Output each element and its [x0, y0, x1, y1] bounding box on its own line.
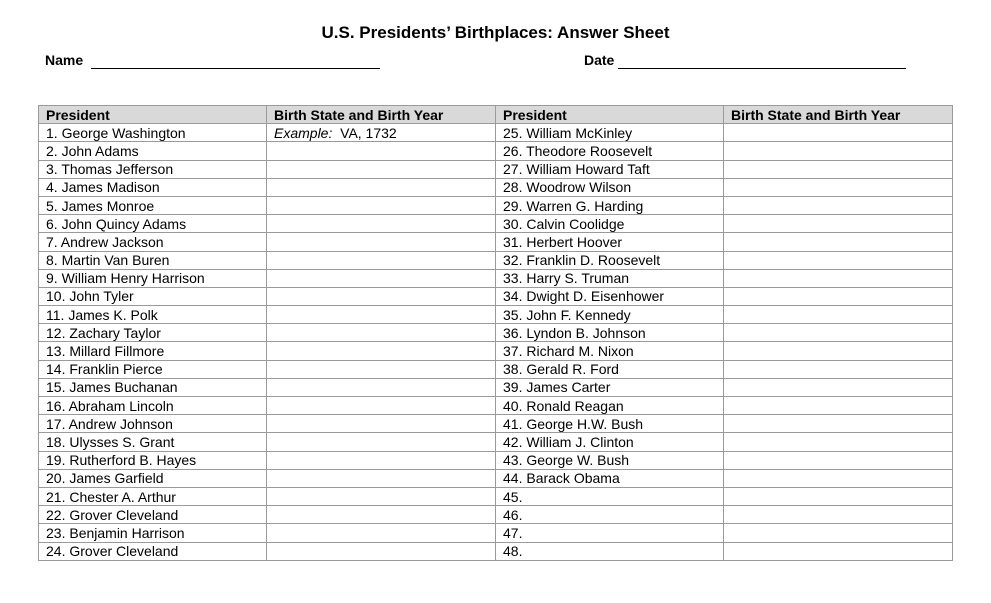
answer-cell[interactable] [267, 506, 496, 524]
table-row [39, 287, 953, 305]
answer-cell[interactable] [267, 178, 496, 196]
table-row [39, 524, 953, 542]
table-row [39, 469, 953, 487]
president-name-cell: 1. George Washington [39, 124, 267, 142]
answer-cell[interactable] [267, 451, 496, 469]
president-name-cell: 31. Herbert Hoover [496, 233, 724, 251]
answer-cell[interactable] [724, 324, 953, 342]
column-header-president: President [496, 106, 724, 124]
page-title: U.S. Presidents’ Birthplaces: Answer Sheet [321, 23, 670, 42]
president-name-cell: 7. Andrew Jackson [39, 233, 267, 251]
answer-cell[interactable] [267, 378, 496, 396]
table-row [39, 378, 953, 396]
answer-cell[interactable] [267, 269, 496, 287]
table-row [39, 306, 953, 324]
answer-cell[interactable] [724, 306, 953, 324]
answer-cell[interactable] [267, 415, 496, 433]
answer-cell[interactable] [724, 524, 953, 542]
table-row [39, 142, 953, 160]
president-name-cell: 44. Barack Obama [496, 469, 724, 487]
president-name-cell: 18. Ulysses S. Grant [39, 433, 267, 451]
answer-cell[interactable] [724, 287, 953, 305]
president-name-cell: 28. Woodrow Wilson [496, 178, 724, 196]
president-name-cell: 30. Calvin Coolidge [496, 215, 724, 233]
table-row [39, 251, 953, 269]
answer-cell[interactable] [267, 124, 496, 142]
answer-cell[interactable] [267, 433, 496, 451]
president-name-cell: 16. Abraham Lincoln [39, 397, 267, 415]
table-row [39, 124, 953, 142]
president-name-cell: 32. Franklin D. Roosevelt [496, 251, 724, 269]
answer-cell[interactable] [267, 542, 496, 560]
president-name-cell: 37. Richard M. Nixon [496, 342, 724, 360]
president-name-cell: 34. Dwight D. Eisenhower [496, 287, 724, 305]
answer-cell[interactable] [724, 360, 953, 378]
date-field[interactable] [618, 68, 906, 69]
president-name-cell: 29. Warren G. Harding [496, 196, 724, 214]
answer-cell[interactable] [267, 142, 496, 160]
answer-cell[interactable] [267, 287, 496, 305]
answer-cell[interactable] [724, 506, 953, 524]
president-name-cell: 26. Theodore Roosevelt [496, 142, 724, 160]
president-name-cell: 19. Rutherford B. Hayes [39, 451, 267, 469]
president-name-cell: 5. James Monroe [39, 196, 267, 214]
answer-cell[interactable] [267, 251, 496, 269]
answer-cell[interactable] [724, 469, 953, 487]
answer-cell[interactable] [267, 397, 496, 415]
answer-cell[interactable] [724, 433, 953, 451]
answer-cell[interactable] [267, 469, 496, 487]
table-row [39, 360, 953, 378]
answer-cell[interactable] [724, 251, 953, 269]
answer-cell[interactable] [267, 233, 496, 251]
answer-cell[interactable] [724, 124, 953, 142]
table-row [39, 215, 953, 233]
answer-cell[interactable] [724, 397, 953, 415]
president-name-cell: 41. George H.W. Bush [496, 415, 724, 433]
president-name-cell: 4. James Madison [39, 178, 267, 196]
answer-cell[interactable] [267, 196, 496, 214]
answer-table [38, 105, 953, 561]
name-field[interactable] [91, 68, 380, 69]
table-row [39, 506, 953, 524]
president-name-cell: 47. [496, 524, 724, 542]
answer-cell[interactable] [724, 378, 953, 396]
answer-cell[interactable] [267, 215, 496, 233]
column-header-birth-state-year: Birth State and Birth Year [724, 106, 953, 124]
president-name-cell: 6. John Quincy Adams [39, 215, 267, 233]
table-row [39, 178, 953, 196]
president-name-cell: 15. James Buchanan [39, 378, 267, 396]
column-header-birth-state-year: Birth State and Birth Year [267, 106, 496, 124]
president-name-cell: 24. Grover Cleveland [39, 542, 267, 560]
answer-cell[interactable] [724, 451, 953, 469]
answer-cell[interactable] [267, 524, 496, 542]
president-name-cell: 17. Andrew Johnson [39, 415, 267, 433]
president-name-cell: 3. Thomas Jefferson [39, 160, 267, 178]
president-name-cell: 9. William Henry Harrison [39, 269, 267, 287]
table-row [39, 324, 953, 342]
president-name-cell: 40. Ronald Reagan [496, 397, 724, 415]
table-row [39, 397, 953, 415]
president-name-cell: 22. Grover Cleveland [39, 506, 267, 524]
president-name-cell: 20. James Garfield [39, 469, 267, 487]
president-name-cell: 2. John Adams [39, 142, 267, 160]
answer-cell[interactable] [724, 233, 953, 251]
answer-cell[interactable] [724, 178, 953, 196]
example-label: Example: [274, 124, 333, 141]
answer-cell[interactable] [267, 160, 496, 178]
table-row [39, 487, 953, 505]
president-name-cell: 39. James Carter [496, 378, 724, 396]
answer-cell[interactable] [724, 415, 953, 433]
table-header-row [39, 106, 953, 124]
name-label: Name [45, 52, 84, 68]
president-name-cell: 48. [496, 542, 724, 560]
table-row [39, 160, 953, 178]
president-name-cell: 42. William J. Clinton [496, 433, 724, 451]
president-name-cell: 11. James K. Polk [39, 306, 267, 324]
answer-cell[interactable] [267, 342, 496, 360]
table-row [39, 542, 953, 560]
answer-cell[interactable] [724, 142, 953, 160]
answer-cell[interactable] [267, 360, 496, 378]
president-name-cell: 36. Lyndon B. Johnson [496, 324, 724, 342]
president-name-cell: 43. George W. Bush [496, 451, 724, 469]
answer-cell[interactable] [724, 542, 953, 560]
table-row [39, 451, 953, 469]
column-header-president: President [39, 106, 267, 124]
president-name-cell: 27. William Howard Taft [496, 160, 724, 178]
president-name-cell: 14. Franklin Pierce [39, 360, 267, 378]
answer-cell[interactable] [267, 324, 496, 342]
president-name-cell: 25. William McKinley [496, 124, 724, 142]
answer-cell[interactable] [724, 215, 953, 233]
president-name-cell: 33. Harry S. Truman [496, 269, 724, 287]
answer-cell[interactable] [724, 487, 953, 505]
president-name-cell: 35. John F. Kennedy [496, 306, 724, 324]
answer-cell[interactable] [724, 160, 953, 178]
date-label: Date [584, 52, 615, 68]
table-row [39, 269, 953, 287]
table-row [39, 196, 953, 214]
answer-cell[interactable] [267, 487, 496, 505]
answer-cell[interactable] [724, 342, 953, 360]
example-value: VA, 1732 [340, 124, 397, 141]
president-name-cell: 13. Millard Fillmore [39, 342, 267, 360]
table-row [39, 342, 953, 360]
president-name-cell: 12. Zachary Taylor [39, 324, 267, 342]
answer-cell[interactable] [724, 196, 953, 214]
president-name-cell: 10. John Tyler [39, 287, 267, 305]
president-name-cell: 23. Benjamin Harrison [39, 524, 267, 542]
president-name-cell: 8. Martin Van Buren [39, 251, 267, 269]
answer-cell[interactable] [724, 269, 953, 287]
president-name-cell: 46. [496, 506, 724, 524]
table-row [39, 433, 953, 451]
table-row [39, 233, 953, 251]
table-row [39, 415, 953, 433]
president-name-cell: 45. [496, 487, 724, 505]
president-name-cell: 21. Chester A. Arthur [39, 487, 267, 505]
president-name-cell: 38. Gerald R. Ford [496, 360, 724, 378]
answer-cell[interactable] [267, 306, 496, 324]
